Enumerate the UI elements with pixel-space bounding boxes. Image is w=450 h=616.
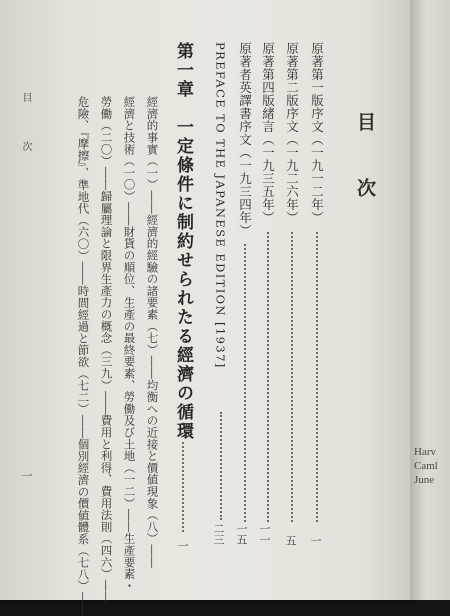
facing-page-line: Caml: [414, 460, 438, 472]
toc-page-number: 一一: [258, 523, 271, 545]
running-header: 目 次: [20, 92, 31, 165]
toc-page-number: 一五: [235, 523, 248, 545]
toc-chapter-1: 第一章 一定條件に制約せられたる經濟の循環: [173, 42, 193, 441]
facing-page-edge: [410, 0, 450, 600]
toc-leader-dots: [220, 412, 222, 520]
facing-page-line: June: [414, 474, 435, 486]
toc-page-number: 一: [309, 535, 322, 546]
toc-title-char-2: 次: [354, 178, 376, 197]
toc-page-number: 一: [176, 540, 189, 551]
toc-page-number: 五: [284, 535, 297, 546]
toc-leader-dots: [182, 442, 184, 532]
toc-leader-dots: [244, 244, 246, 522]
toc-entry-preface-2: 原著第二版序文（一九二六年）: [284, 42, 300, 224]
toc-title-char-1: 目: [354, 112, 376, 131]
toc-leader-dots: [291, 232, 293, 522]
toc-leader-dots: [316, 232, 318, 522]
toc-subtopics-line: 經濟的事實（一）――經濟的經驗の諸要素（七）――均衡への近接と價値現象（八）――: [145, 96, 160, 568]
toc-subtopics-line: 勞働（二〇）――歸屬理論と限界生產力の概念（三九）――費用と利得、費用法則（四六）――: [99, 96, 114, 604]
toc-leader-dots: [267, 232, 269, 522]
toc-entry-preface-1: 原著第一版序文（一九一二年）: [309, 42, 325, 224]
toc-subtopics-line: 危險、『摩擦』、準地代（六〇）――時間經過と節欲（七二）――個別經濟の價値體系（七八）――: [76, 96, 91, 616]
toc-subtopics-line: 經濟と技術（一〇）――財貨の順位、生產の最終要素、勞働及び土地（一二）――生產要素・: [122, 96, 137, 592]
toc-entry-japanese-preface: PREFACE TO THE JAPANESE EDITION [1937]: [213, 42, 228, 369]
toc-page-number: 二三: [212, 523, 225, 545]
running-page-number: 一: [20, 470, 33, 481]
toc-entry-preface-4: 原著第四版緒言（一九三五年）: [260, 42, 276, 224]
toc-entry-english-preface: 原著者英譯書序文（一九三四年）: [237, 42, 253, 237]
facing-page-line: Harv: [414, 446, 436, 458]
